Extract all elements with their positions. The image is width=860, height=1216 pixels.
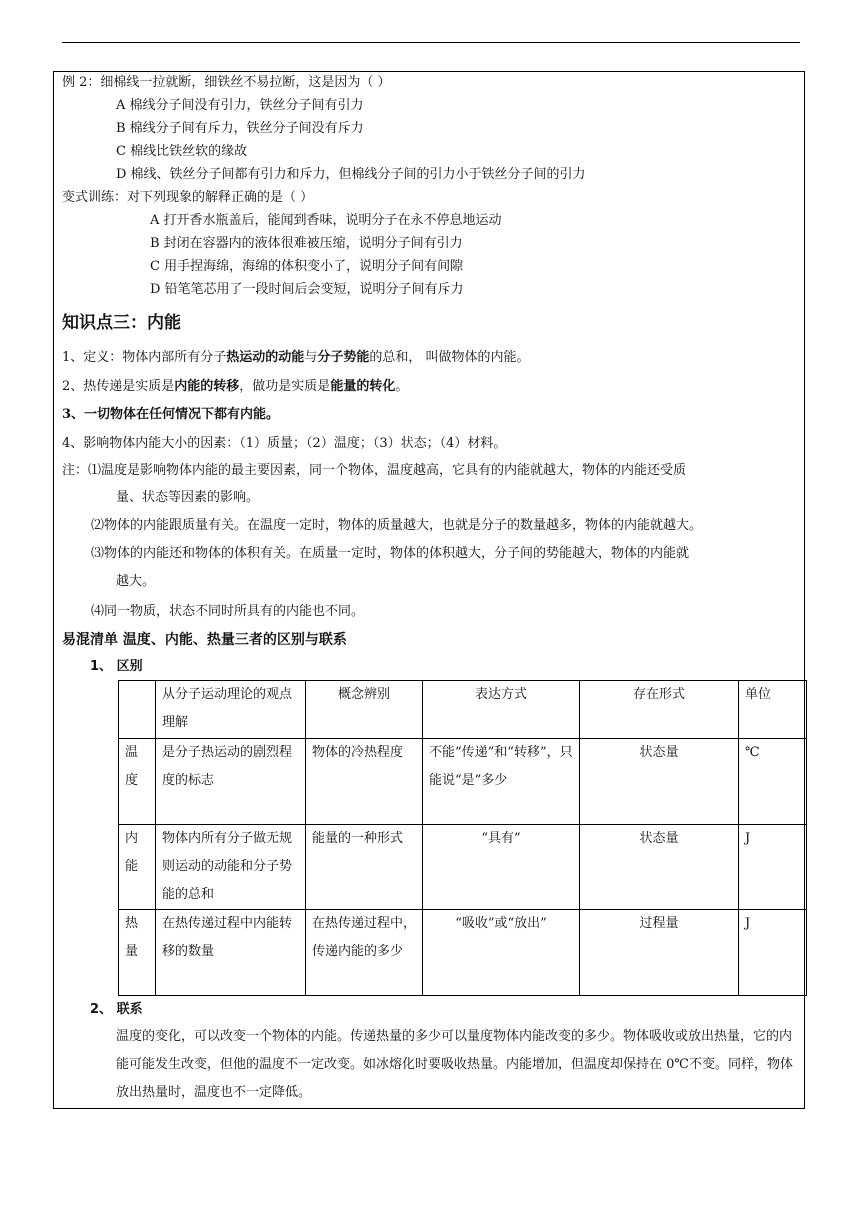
- table-header-row: [119, 681, 807, 739]
- table-cell: 物体的冷热程度: [306, 739, 423, 825]
- example2-option-d: D 棉线、铁丝分子间都有引力和斥力，但棉线分子间的引力小于铁丝分子间的引力: [116, 167, 586, 182]
- table-row: [119, 739, 807, 825]
- p2-mid: ，做功是实质是: [239, 379, 331, 394]
- row-term-cell: 温度: [119, 739, 156, 825]
- note3-line1: ⑶物体的内能还和物体的体积有关。在质量一定时，物体的体积越大，分子间的势能越大，物体的内能就: [91, 546, 690, 561]
- relation-subtitle: 2、 联系: [90, 1002, 143, 1017]
- note3-line2: 越大。: [116, 574, 156, 589]
- comparison-table: [118, 680, 807, 996]
- variant-option-c: C 用手捏海绵，海绵的体积变小了，说明分子间有间隙: [150, 259, 464, 274]
- header-cell: 从分子运动理论的观点理解: [156, 681, 306, 739]
- note1-line2: 量、状态等因素的影响。: [116, 490, 260, 505]
- table-row: [119, 825, 807, 910]
- table-cell: “具有”: [423, 825, 580, 910]
- example2-question: 例 2：细棉线一拉就断，细铁丝不易拉断，这是因为（ ）: [62, 75, 391, 90]
- table-cell: J: [739, 910, 807, 996]
- header-cell: 单位: [739, 681, 807, 739]
- example2-option-a: A 棉线分子间没有引力，铁丝分子间有引力: [116, 98, 364, 113]
- table-cell: 不能“传递”和“转移”，只能说“是”多少: [423, 739, 580, 825]
- definition-line: [62, 348, 529, 368]
- header-cell: 表达方式: [423, 681, 580, 739]
- note2-line: ⑵物体的内能跟质量有关。在温度一定时，物体的质量越大，也就是分子的数量越多，物体的内能就越大。: [91, 518, 703, 533]
- variant-question: 变式训练：对下列现象的解释正确的是（ ）: [62, 190, 314, 205]
- section-title: 知识点三：内能: [62, 313, 181, 333]
- header-cell: [119, 681, 156, 739]
- table-cell: 物体内所有分子做无规则运动的动能和分子势能的总和: [156, 825, 306, 910]
- difference-subtitle: 1、 区别: [90, 659, 143, 674]
- table-cell: “吸收”或“放出”: [423, 910, 580, 996]
- table-cell: J: [739, 825, 807, 910]
- example2-option-b: B 棉线分子间有斥力，铁丝分子间没有斥力: [116, 121, 364, 136]
- note4-line: ⑷同一物质，状态不同时所具有的内能也不同。: [91, 604, 365, 619]
- p2-bold-transfer: 内能的转移: [174, 379, 240, 394]
- header-rule: [62, 42, 800, 43]
- table-cell: 能量的一种形式: [306, 825, 423, 910]
- example2-option-c: C 棉线比铁丝软的缘故: [116, 144, 248, 159]
- header-cell: 概念辨别: [306, 681, 423, 739]
- table-cell: ℃: [739, 739, 807, 825]
- def-mid: 与: [304, 350, 318, 365]
- row-term-cell: 内能: [119, 825, 156, 910]
- table-cell: 是分子热运动的剧烈程度的标志: [156, 739, 306, 825]
- table-cell: 状态量: [580, 739, 739, 825]
- p2-bold-conversion: 能量的转化: [330, 379, 396, 394]
- variant-option-b: B 封闭在容器内的液体很难被压缩，说明分子间有引力: [150, 236, 463, 251]
- variant-option-d: D 铅笔笔芯用了一段时间后会变短，说明分子间有斥力: [150, 282, 464, 297]
- row-term-cell: 热量: [119, 910, 156, 996]
- def-bold-kinetic: 热运动的动能: [226, 350, 305, 365]
- table-cell: 在热传递过程中，传递内能的多少: [306, 910, 423, 996]
- p2-prefix: 2、热传递是实质是: [62, 379, 175, 394]
- all-objects-line: 3、一切物体在任何情况下都有内能。: [62, 407, 280, 422]
- header-cell: 存在形式: [580, 681, 739, 739]
- def-bold-potential: 分子势能: [317, 350, 370, 365]
- def-suffix: 的总和， 叫做物体的内能。: [369, 350, 530, 365]
- factors-line: 4、影响物体内能大小的因素：（1）质量；（2）温度；（3）状态；（4）材料。: [62, 436, 507, 451]
- confusion-title: 易混清单 温度、内能、热量三者的区别与联系: [62, 632, 347, 648]
- note1-line1: 注：⑴温度是影响物体内能的最主要因素，同一个物体，温度越高，它具有的内能就越大，物体的内能还受质: [62, 463, 687, 478]
- table-row: [119, 910, 807, 996]
- def-prefix: 1、定义：物体内部所有分子: [62, 350, 227, 365]
- table-cell: 过程量: [580, 910, 739, 996]
- p2-suffix: 。: [395, 379, 409, 394]
- heat-transfer-line: [62, 377, 408, 397]
- relation-paragraph: 温度的变化，可以改变一个物体的内能。传递热量的多少可以量度物体内能改变的多少。物体吸收或放出热量，它的内能可能发生改变，但他的温度不一定改变。如冰熔化时要吸收热量。内能增加，但温度却保持在 0℃不变。同样，物体放出热量时，温度也不一定降低。: [116, 1029, 793, 1100]
- variant-option-a: A 打开香水瓶盖后，能闻到香味，说明分子在永不停息地运动: [150, 213, 502, 228]
- table-cell: 在热传递过程中内能转移的数量: [156, 910, 306, 996]
- table-cell: 状态量: [580, 825, 739, 910]
